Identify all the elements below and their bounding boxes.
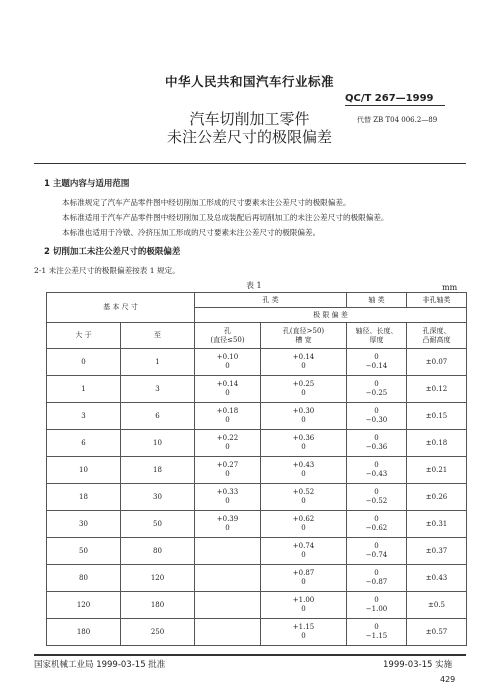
table-cell: 180 <box>47 619 121 646</box>
non-hole-shaft-header: 非孔轴类 <box>407 293 467 308</box>
table-row <box>47 619 467 646</box>
depth-height-header: 孔深度、 凸耐高度 <box>407 323 467 349</box>
table-cell: 0 −0.36 <box>347 430 407 457</box>
table-row <box>47 403 467 430</box>
table-row <box>47 565 467 592</box>
section2-heading: 2 切削加工未注公差尺寸的极限偏差 <box>44 247 181 257</box>
table-row <box>47 457 467 484</box>
table-cell: 0 <box>47 349 121 376</box>
table-cell: +0.25 0 <box>261 376 347 403</box>
approval-note: 国家机械工业局 1999-03-15 批准 <box>34 660 166 670</box>
table-cell: 0 −0.74 <box>347 538 407 565</box>
hole-small-header: 孔 (直径≤50) <box>195 323 261 349</box>
table-cell: 30 <box>121 484 195 511</box>
table-cell: ±0.21 <box>407 457 467 484</box>
table-cell: 50 <box>47 538 121 565</box>
table-row <box>47 592 467 619</box>
section1-paragraph: 本标准规定了汽车产品零件图中经切削加工形成的尺寸要素未注公差尺寸的极限偏差。 <box>62 198 351 207</box>
table-cell: 6 <box>47 430 121 457</box>
table-cell: ±0.5 <box>407 592 467 619</box>
table-cell: +0.43 0 <box>261 457 347 484</box>
implementation-note: 1999-03-15 实施 <box>383 660 453 670</box>
table-cell: +0.33 0 <box>195 484 261 511</box>
table-cell: 80 <box>121 538 195 565</box>
table-unit: mm <box>442 283 458 292</box>
hole-type-header: 孔 类 <box>195 293 347 308</box>
shaft-type-header: 轴 类 <box>347 293 407 308</box>
table-cell: ±0.37 <box>407 538 467 565</box>
document-title-line1: 汽车切削加工零件 <box>189 110 310 128</box>
table-cell: ±0.07 <box>407 349 467 376</box>
table-cell: +0.14 0 <box>261 349 347 376</box>
basic-size-header: 基 本 尺 寸 <box>47 293 195 323</box>
table-cell: 18 <box>121 457 195 484</box>
table-row <box>47 430 467 457</box>
table-cell: 10 <box>121 430 195 457</box>
table-row <box>47 484 467 511</box>
table-cell <box>195 565 261 592</box>
table-cell: +0.14 0 <box>195 376 261 403</box>
table-cell: 18 <box>47 484 121 511</box>
table-cell: ±0.31 <box>407 511 467 538</box>
table-cell: 0 −1.15 <box>347 619 407 646</box>
table-cell: 0 −0.52 <box>347 484 407 511</box>
section1-paragraph: 本标准也适用于冷镦、冷挤压加工形成的尺寸要素未注公差尺寸的极限偏差。 <box>62 228 321 237</box>
table-cell: ±0.12 <box>407 376 467 403</box>
limit-deviation-header: 极 限 偏 差 <box>195 308 467 323</box>
to-header: 至 <box>121 323 195 349</box>
table-row <box>47 538 467 565</box>
table-cell: ±0.26 <box>407 484 467 511</box>
table-cell: 0 −0.43 <box>347 457 407 484</box>
footer-rule <box>34 654 466 656</box>
table-cell: 3 <box>47 403 121 430</box>
table-cell <box>195 592 261 619</box>
table-cell: 120 <box>47 592 121 619</box>
table-cell: 0 −1.00 <box>347 592 407 619</box>
table-cell: +0.74 0 <box>261 538 347 565</box>
table-cell: +0.30 0 <box>261 403 347 430</box>
table-cell: 1 <box>47 376 121 403</box>
table-cell: +0.39 0 <box>195 511 261 538</box>
table-cell: +0.18 0 <box>195 403 261 430</box>
table-cell: +0.62 0 <box>261 511 347 538</box>
tolerance-table <box>46 292 467 646</box>
table-cell: 3 <box>121 376 195 403</box>
replaces-note: 代替 ZB T04 006.2—89 <box>357 116 438 124</box>
table-cell: 10 <box>47 457 121 484</box>
hole-large-header: 孔(直径>50) 槽 宽 <box>261 323 347 349</box>
table-cell: ±0.57 <box>407 619 467 646</box>
table-cell: 30 <box>47 511 121 538</box>
table-cell: +0.87 0 <box>261 565 347 592</box>
table-cell: 250 <box>121 619 195 646</box>
table-cell: 1 <box>121 349 195 376</box>
table-cell: 120 <box>121 565 195 592</box>
table-cell: 180 <box>121 592 195 619</box>
table-cell: +0.22 0 <box>195 430 261 457</box>
table-row <box>47 376 467 403</box>
page-number: 429 <box>440 675 456 684</box>
table-cell: ±0.18 <box>407 430 467 457</box>
table-cell: 6 <box>121 403 195 430</box>
table-cell <box>195 538 261 565</box>
table-cell <box>195 619 261 646</box>
table-cell: 0 −0.87 <box>347 565 407 592</box>
section2-clause: 2-1 未注公差尺寸的极限偏差按表 1 规定。 <box>34 266 180 275</box>
table-cell: ±0.43 <box>407 565 467 592</box>
table-cell: 50 <box>121 511 195 538</box>
table-cell: +0.36 0 <box>261 430 347 457</box>
table-cell: +1.15 0 <box>261 619 347 646</box>
document-title-line2: 未注公差尺寸的极限偏差 <box>166 128 332 146</box>
table-cell: +1.00 0 <box>261 592 347 619</box>
section-divider <box>34 163 466 164</box>
table-row <box>47 349 467 376</box>
table-cell: 0 −0.25 <box>347 376 407 403</box>
table-cell: ±0.15 <box>407 403 467 430</box>
table-cell: +0.27 0 <box>195 457 261 484</box>
standard-code: QC/T 267—1999 <box>345 93 434 104</box>
table-cell: +0.10 0 <box>195 349 261 376</box>
table-cell: +0.52 0 <box>261 484 347 511</box>
over-header: 大 于 <box>47 323 121 349</box>
shaft-header: 轴径、长度、 厚度 <box>347 323 407 349</box>
table-row <box>47 511 467 538</box>
table-cell: 0 −0.30 <box>347 403 407 430</box>
table-caption: 表 1 <box>246 281 262 290</box>
section1-paragraph: 本标准适用于汽车产品零件图中经切削加工及总成装配后再切削加工的未注公差尺寸的极限偏差。 <box>62 213 389 222</box>
header-rule <box>345 105 445 106</box>
table-cell: 80 <box>47 565 121 592</box>
table-cell: 0 −0.62 <box>347 511 407 538</box>
industry-standard-title: 中华人民共和国汽车行业标准 <box>164 74 334 89</box>
table-cell: 0 −0.14 <box>347 349 407 376</box>
section1-heading: 1 主题内容与适用范围 <box>44 179 130 189</box>
